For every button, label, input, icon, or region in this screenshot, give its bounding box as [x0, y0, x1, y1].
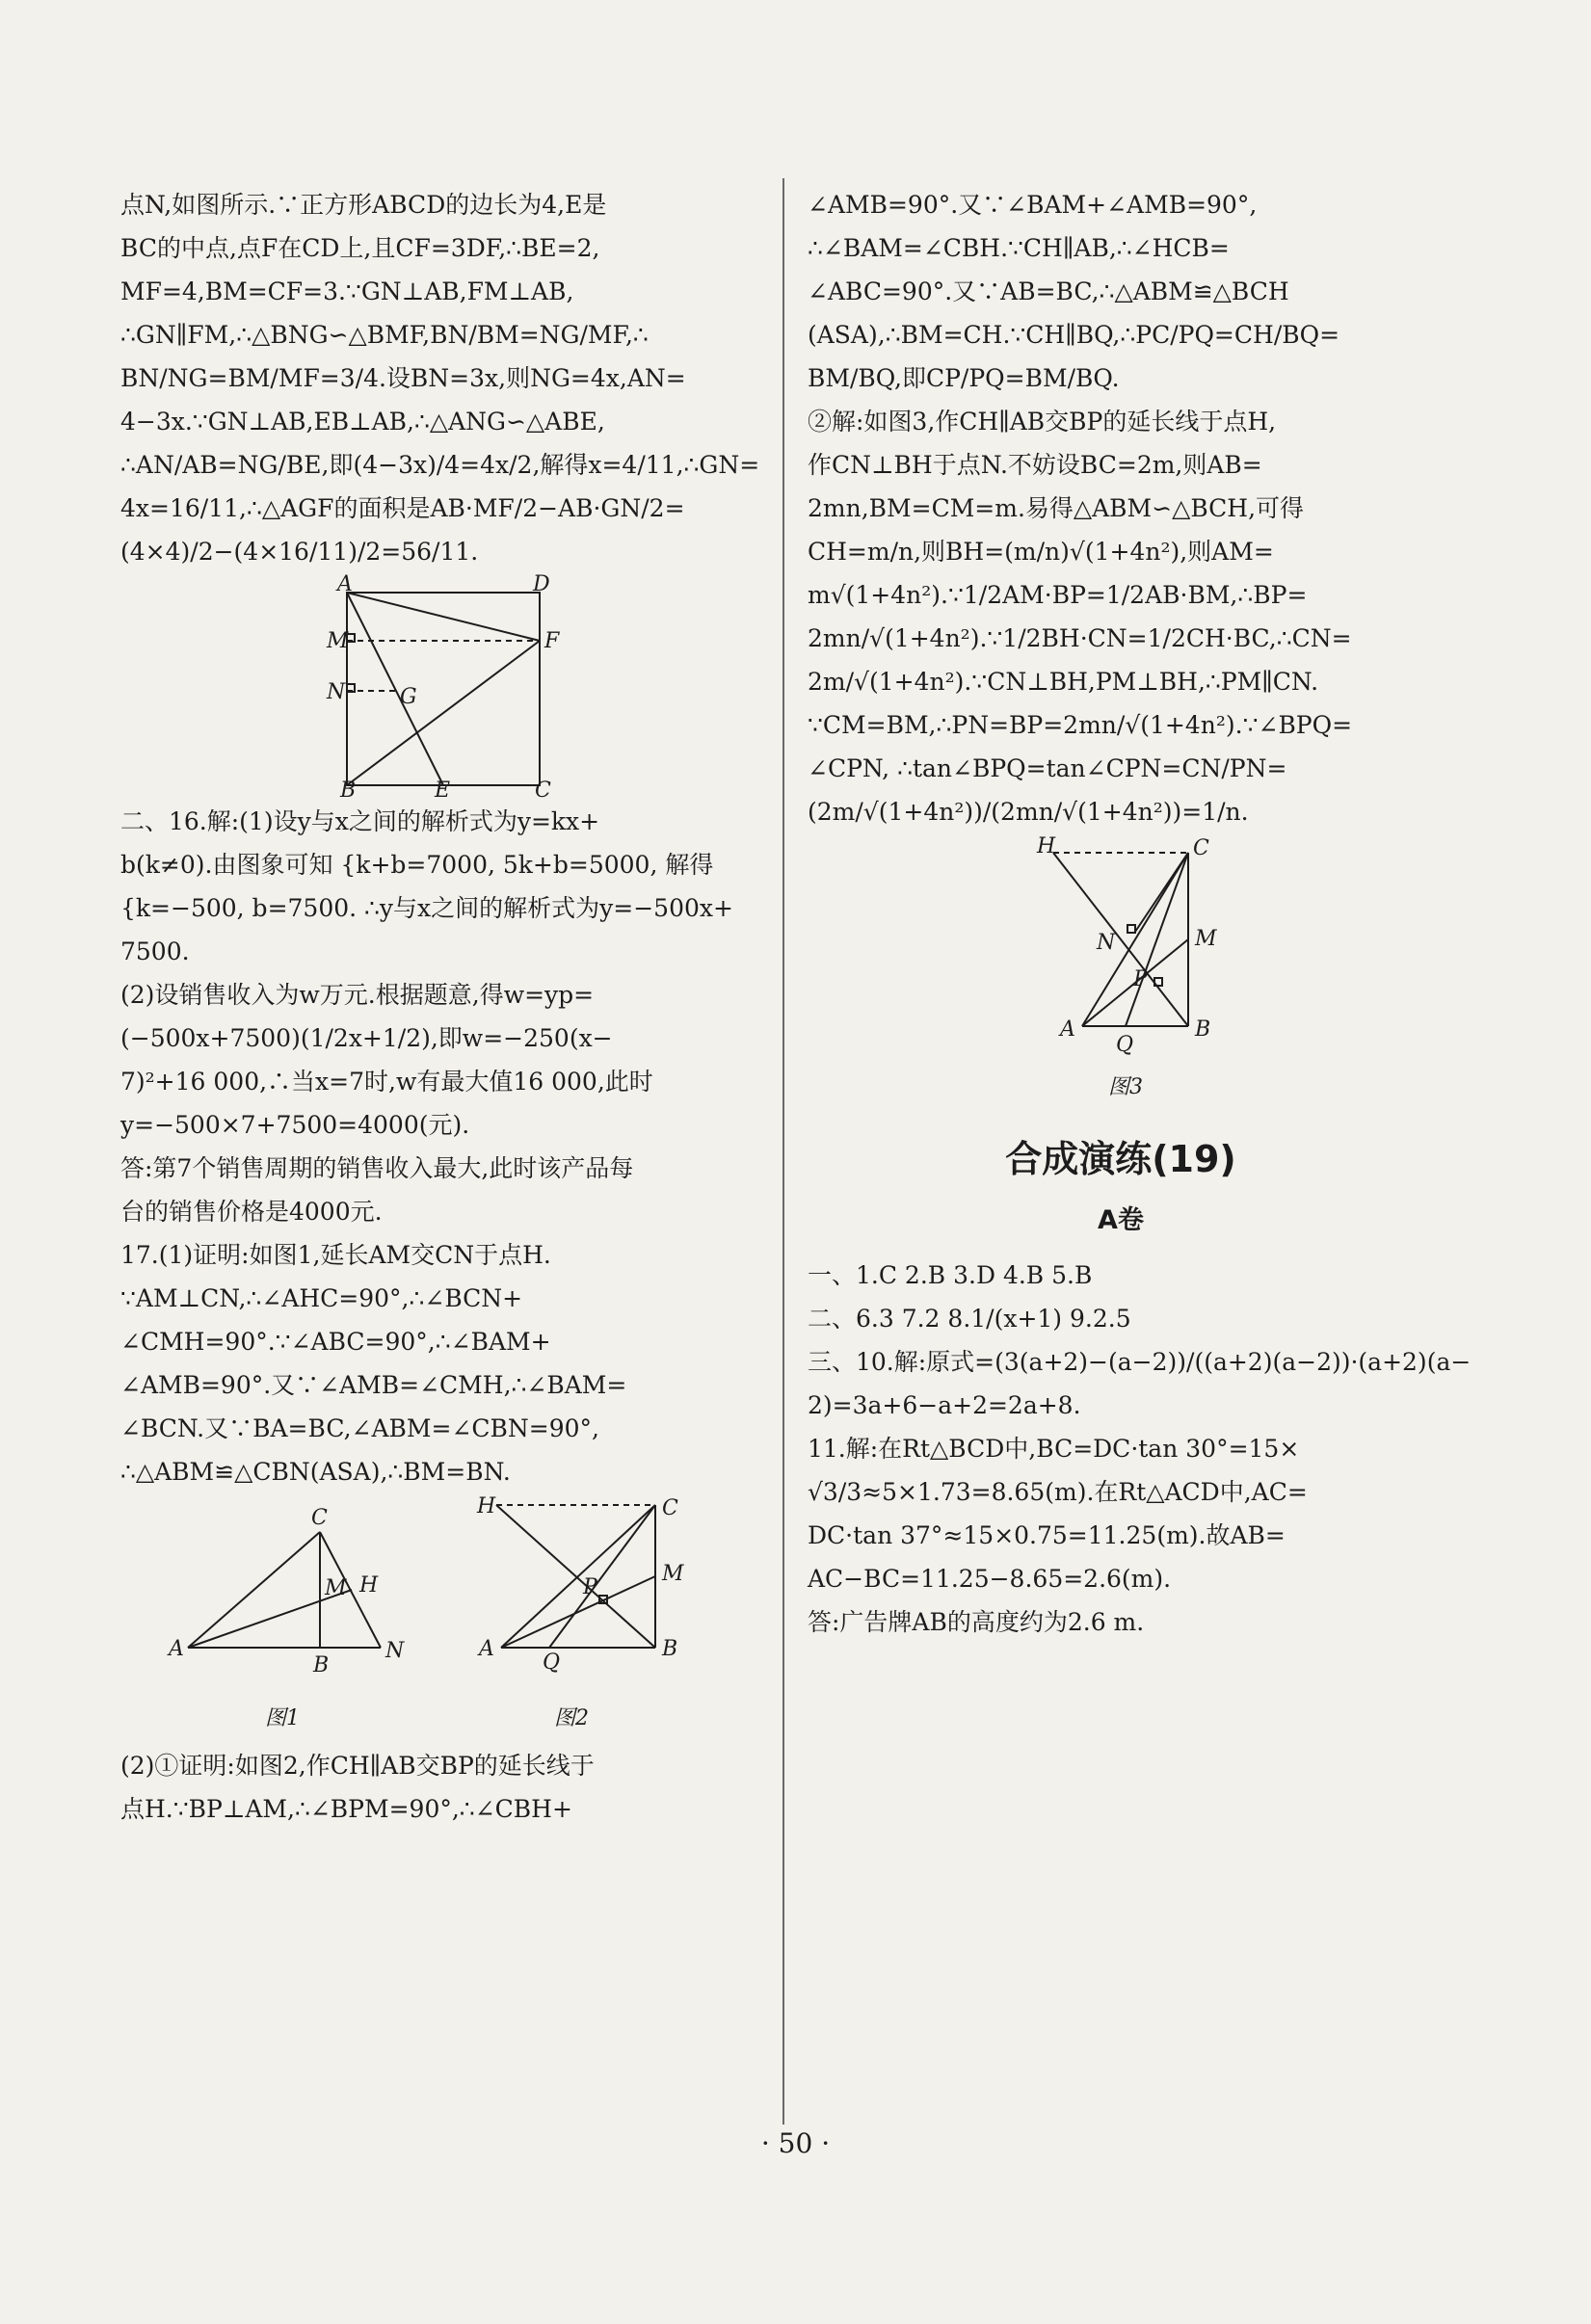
- fig3-label-P: P: [1133, 967, 1148, 991]
- label-B: B: [340, 779, 357, 800]
- fig2-label-M: M: [662, 1562, 684, 1586]
- fig1-label-N: N: [385, 1639, 405, 1663]
- fig2-label-Q: Q: [543, 1651, 561, 1675]
- text-line: 台的销售价格是4000元.: [120, 1198, 383, 1226]
- text-line: ∠AMB=90°.又∵∠AMB=∠CMH,∴∠BAM=: [120, 1371, 627, 1399]
- text-line: MF=4,BM=CF=3.∵GN⊥AB,FM⊥AB,: [120, 277, 574, 305]
- text-line: ∵CM=BM,∴PN=BP=2mn/√(1+4n²).∵∠BPQ=: [808, 711, 1353, 739]
- page-number: · 50 ·: [760, 2127, 831, 2159]
- fig1-label-A: A: [169, 1637, 184, 1661]
- text-line: 作CN⊥BH于点N.不妨设BC=2m,则AB=: [808, 451, 1262, 479]
- text-line: 7500.: [120, 938, 190, 965]
- text-line: (−500x+7500)(1/2x+1/2),即w=−250(x−: [120, 1024, 613, 1052]
- text-line: ∠AMB=90°.又∵∠BAM+∠AMB=90°,: [808, 191, 1258, 219]
- text-line: (ASA),∴BM=CH.∵CH∥BQ,∴PC/PQ=CH/BQ=: [808, 321, 1340, 349]
- square-figure: [120, 573, 747, 800]
- text-line: 二、16.解:(1)设y与x之间的解析式为y=kx+: [120, 807, 600, 835]
- fig3-label-H: H: [1037, 834, 1056, 858]
- text-line: 2mn,BM=CM=m.易得△ABM∽△BCH,可得: [808, 494, 1305, 522]
- text-line: ∠CPN, ∴tan∠BPQ=tan∠CPN=CN/PN=: [808, 754, 1287, 782]
- label-C: C: [535, 779, 551, 800]
- text-line: 点H.∵BP⊥AM,∴∠BPM=90°,∴∠CBH+: [120, 1795, 572, 1823]
- text-line: 11.解:在Rt△BCD中,BC=DC·tan 30°=15×: [808, 1435, 1300, 1463]
- fig1-label-C: C: [311, 1506, 328, 1530]
- text-line: 点N,如图所示.∵正方形ABCD的边长为4,E是: [120, 191, 607, 219]
- sub-title: A卷: [1098, 1205, 1144, 1235]
- text-line: 一、1.C 2.B 3.D 4.B 5.B: [808, 1261, 1093, 1289]
- text-line: 7)²+16 000,∴当x=7时,w有最大值16 000,此时: [120, 1068, 653, 1096]
- text-line: ∠CMH=90°.∵∠ABC=90°,∴∠BAM+: [120, 1328, 551, 1356]
- fig2-label-H: H: [477, 1494, 496, 1519]
- fig3-label-B: B: [1195, 1017, 1211, 1042]
- fig2-label-P: P: [583, 1575, 597, 1599]
- text-line: BN/NG=BM/MF=3/4.设BN=3x,则NG=4x,AN=: [120, 364, 686, 392]
- text-line: AC−BC=11.25−8.65=2.6(m).: [808, 1565, 1172, 1593]
- fig1-caption: 图1: [265, 1706, 300, 1730]
- text-line: ∴AN/AB=NG/BE,即(4−3x)/4=4x/2,解得x=4/11,∴GN=: [120, 451, 760, 479]
- text-line: BC的中点,点F在CD上,且CF=3DF,∴BE=2,: [120, 234, 600, 262]
- text-line: (4×4)/2−(4×16/11)/2=56/11.: [120, 538, 479, 566]
- text-line: b(k≠0).由图象可知 {k+b=7000, 5k+b=5000, 解得: [120, 851, 714, 879]
- text-line: y=−500×7+7500=4000(元).: [120, 1111, 470, 1139]
- text-line: √3/3≈5×1.73=8.65(m).在Rt△ACD中,AC=: [808, 1478, 1308, 1506]
- fig3-label-Q: Q: [1116, 1033, 1134, 1057]
- text-line: ②解:如图3,作CH∥AB交BP的延长线于点H,: [808, 408, 1277, 436]
- fig3-label-N: N: [1097, 931, 1116, 955]
- figures-1-2: [120, 1493, 747, 1744]
- text-line: ∴GN∥FM,∴△BNG∽△BMF,BN/BM=NG/MF,∴: [120, 321, 649, 349]
- left-column: [120, 183, 760, 1831]
- section-title: 合成演练(19): [1005, 1138, 1236, 1180]
- label-A: A: [337, 573, 353, 596]
- fig2-label-C: C: [662, 1496, 678, 1520]
- text-line: 2mn/√(1+4n²).∵1/2BH·CN=1/2CH·BC,∴CN=: [808, 624, 1352, 652]
- right-column: [808, 183, 1472, 1644]
- fig2-caption: 图2: [554, 1706, 589, 1730]
- text-line: ∠ABC=90°.又∵AB=BC,∴△ABM≌△BCH: [808, 277, 1289, 305]
- fig3-label-A: A: [1060, 1017, 1075, 1042]
- fig1-label-H: H: [359, 1573, 379, 1598]
- text-line: 答:第7个销售周期的销售收入最大,此时该产品每: [120, 1154, 634, 1182]
- fig3-caption: 图3: [1108, 1075, 1143, 1099]
- text-line: (2)设销售收入为w万元.根据题意,得w=yp=: [120, 981, 595, 1009]
- text-line: (2)①证明:如图2,作CH∥AB交BP的延长线于: [120, 1752, 595, 1780]
- text-line: ∵AM⊥CN,∴∠AHC=90°,∴∠BCN+: [120, 1284, 523, 1312]
- text-line: 4−3x.∵GN⊥AB,EB⊥AB,∴△ANG∽△ABE,: [120, 408, 605, 436]
- text-line: 17.(1)证明:如图1,延长AM交CN于点H.: [120, 1241, 551, 1269]
- text-line: 4x=16/11,∴△AGF的面积是AB·MF/2−AB·GN/2=: [120, 494, 685, 522]
- text-line: m√(1+4n²).∵1/2AM·BP=1/2AB·BM,∴BP=: [808, 581, 1308, 609]
- fig2-label-B: B: [662, 1637, 678, 1661]
- text-line: {k=−500, b=7500. ∴y与x之间的解析式为y=−500x+: [120, 894, 733, 922]
- label-M: M: [327, 629, 349, 653]
- label-G: G: [400, 685, 417, 709]
- text-line: 二、6.3 7.2 8.1/(x+1) 9.2.5: [808, 1305, 1131, 1333]
- text-line: ∴∠BAM=∠CBH.∵CH∥AB,∴∠HCB=: [808, 234, 1230, 262]
- fig3-label-M: M: [1195, 927, 1217, 951]
- text-line: 三、10.解:原式=(3(a+2)−(a−2))/((a+2)(a−2))·(a+2)(a−: [808, 1348, 1472, 1376]
- text-line: (2m/√(1+4n²))/(2mn/√(1+4n²))=1/n.: [808, 798, 1249, 826]
- text-line: BM/BQ,即CP/PQ=BM/BQ.: [808, 364, 1120, 392]
- label-F: F: [544, 629, 560, 653]
- figure-3: [808, 833, 1434, 1113]
- text-line: CH=m/n,则BH=(m/n)√(1+4n²),则AM=: [808, 538, 1274, 566]
- fig1-label-M: M: [325, 1576, 347, 1600]
- fig2-label-A: A: [479, 1637, 494, 1661]
- label-E: E: [435, 779, 451, 800]
- text-line: DC·tan 37°≈15×0.75=11.25(m).故AB=: [808, 1521, 1286, 1549]
- label-D: D: [533, 573, 550, 596]
- fig1-label-B: B: [313, 1653, 330, 1677]
- text-line: 2)=3a+6−a+2=2a+8.: [808, 1391, 1081, 1419]
- label-N: N: [327, 680, 346, 704]
- text-line: 2m/√(1+4n²).∵CN⊥BH,PM⊥BH,∴PM∥CN.: [808, 668, 1319, 696]
- column-divider: [782, 178, 784, 2125]
- text-line: ∴△ABM≌△CBN(ASA),∴BM=BN.: [120, 1458, 511, 1486]
- text-line: 答:广告牌AB的高度约为2.6 m.: [808, 1608, 1145, 1636]
- text-line: ∠BCN.又∵BA=BC,∠ABM=∠CBN=90°,: [120, 1414, 599, 1442]
- fig3-label-C: C: [1193, 836, 1209, 860]
